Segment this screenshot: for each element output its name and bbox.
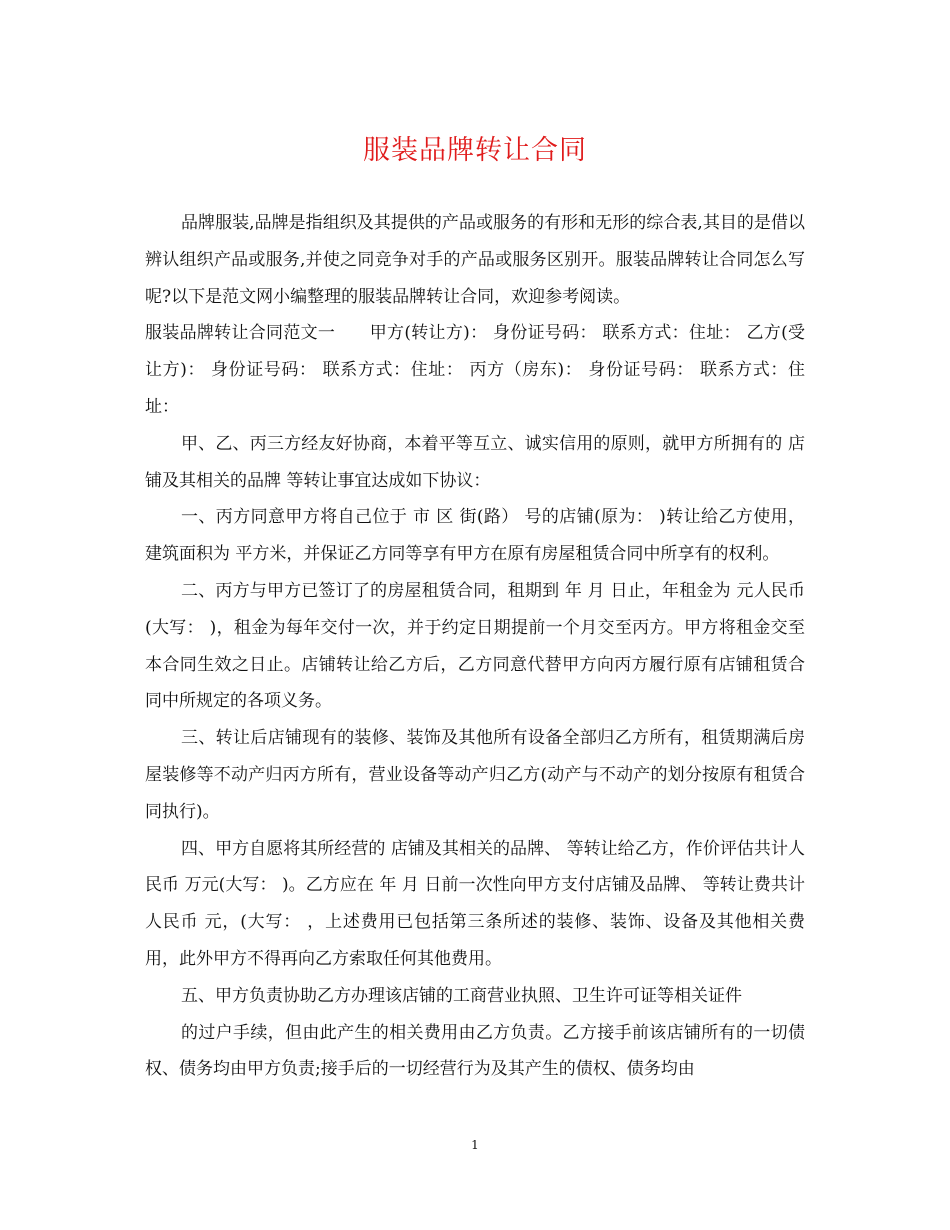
paragraph-clause-4: 四、甲方自愿将其所经营的 店铺及其相关的品牌、 等转让给乙方，作价评估共计人民币 万元(大写： )。乙方应在 年 月 日前一次性向甲方支付店铺及品牌、 等转让费共计人民币 元，(大写： ，上述费用已包括第三条所述的装修、装饰、设备及其他相关费用，此外甲方不得再向乙方索取任何其他费用。 <box>145 838 805 969</box>
paragraph-clause-5-continued: 的过户手续，但由此产生的相关费用由乙方负责。乙方接手前该店铺所有的一切债权、债务均由甲方负责;接手后的一切经营行为及其产生的债权、债务均由 <box>145 1022 805 1080</box>
paragraph-clause-1: 一、丙方同意甲方将自己位于 市 区 街(路） 号的店铺(原为： )转让给乙方使用，建筑面积为 平方米，并保证乙方同等享有甲方在原有房屋租赁合同中所享有的权利。 <box>145 507 805 565</box>
page-number: 1 <box>471 1138 479 1152</box>
paragraph-clause-2: 二、丙方与甲方已签订了的房屋租赁合同，租期到 年 月 日止，年租金为 元人民币(大写： )，租金为每年交付一次，并于约定日期提前一个月交至丙方。甲方将租金交至本合同生效之日止。店铺转让给乙方后，乙方同意代替甲方向丙方履行原有店铺租赁合同中所规定的各项义务。 <box>145 580 805 712</box>
document-body <box>145 205 805 1088</box>
paragraph-clause-5: 五、甲方负责协助乙方办理该店铺的工商营业执照、卫生许可证等相关证件 <box>181 985 742 1006</box>
document-title: 服装品牌转让合同 <box>363 135 587 166</box>
paragraph-clause-3: 三、转让后店铺现有的装修、装饰及其他所有设备全部归乙方所有，租赁期满后房屋装修等不动产归丙方所有，营业设备等动产归乙方(动产与不动产的划分按原有租赁合同执行)。 <box>145 728 805 822</box>
paragraph-agreement: 甲、乙、丙三方经友好协商，本着平等互立、诚实信用的原则，就甲方所拥有的 店铺及其相关的品牌 等转让事宜达成如下协议： <box>145 433 805 491</box>
paragraph-intro: 品牌服装,品牌是指组织及其提供的产品或服务的有形和无形的综合表,其目的是借以辨认组织产品或服务,并使之同竞争对手的产品或服务区别开。服装品牌转让合同怎么写呢?以下是范文网小编整理的服装品牌转让合同，欢迎参考阅读。 <box>145 213 805 307</box>
paragraph-parties: 服装品牌转让合同范文一 甲方(转让方)： 身份证号码： 联系方式：住址： 乙方(受让方)： 身份证号码： 联系方式：住址： 丙方（房东)： 身份证号码： 联系方式：住址： <box>145 323 805 417</box>
